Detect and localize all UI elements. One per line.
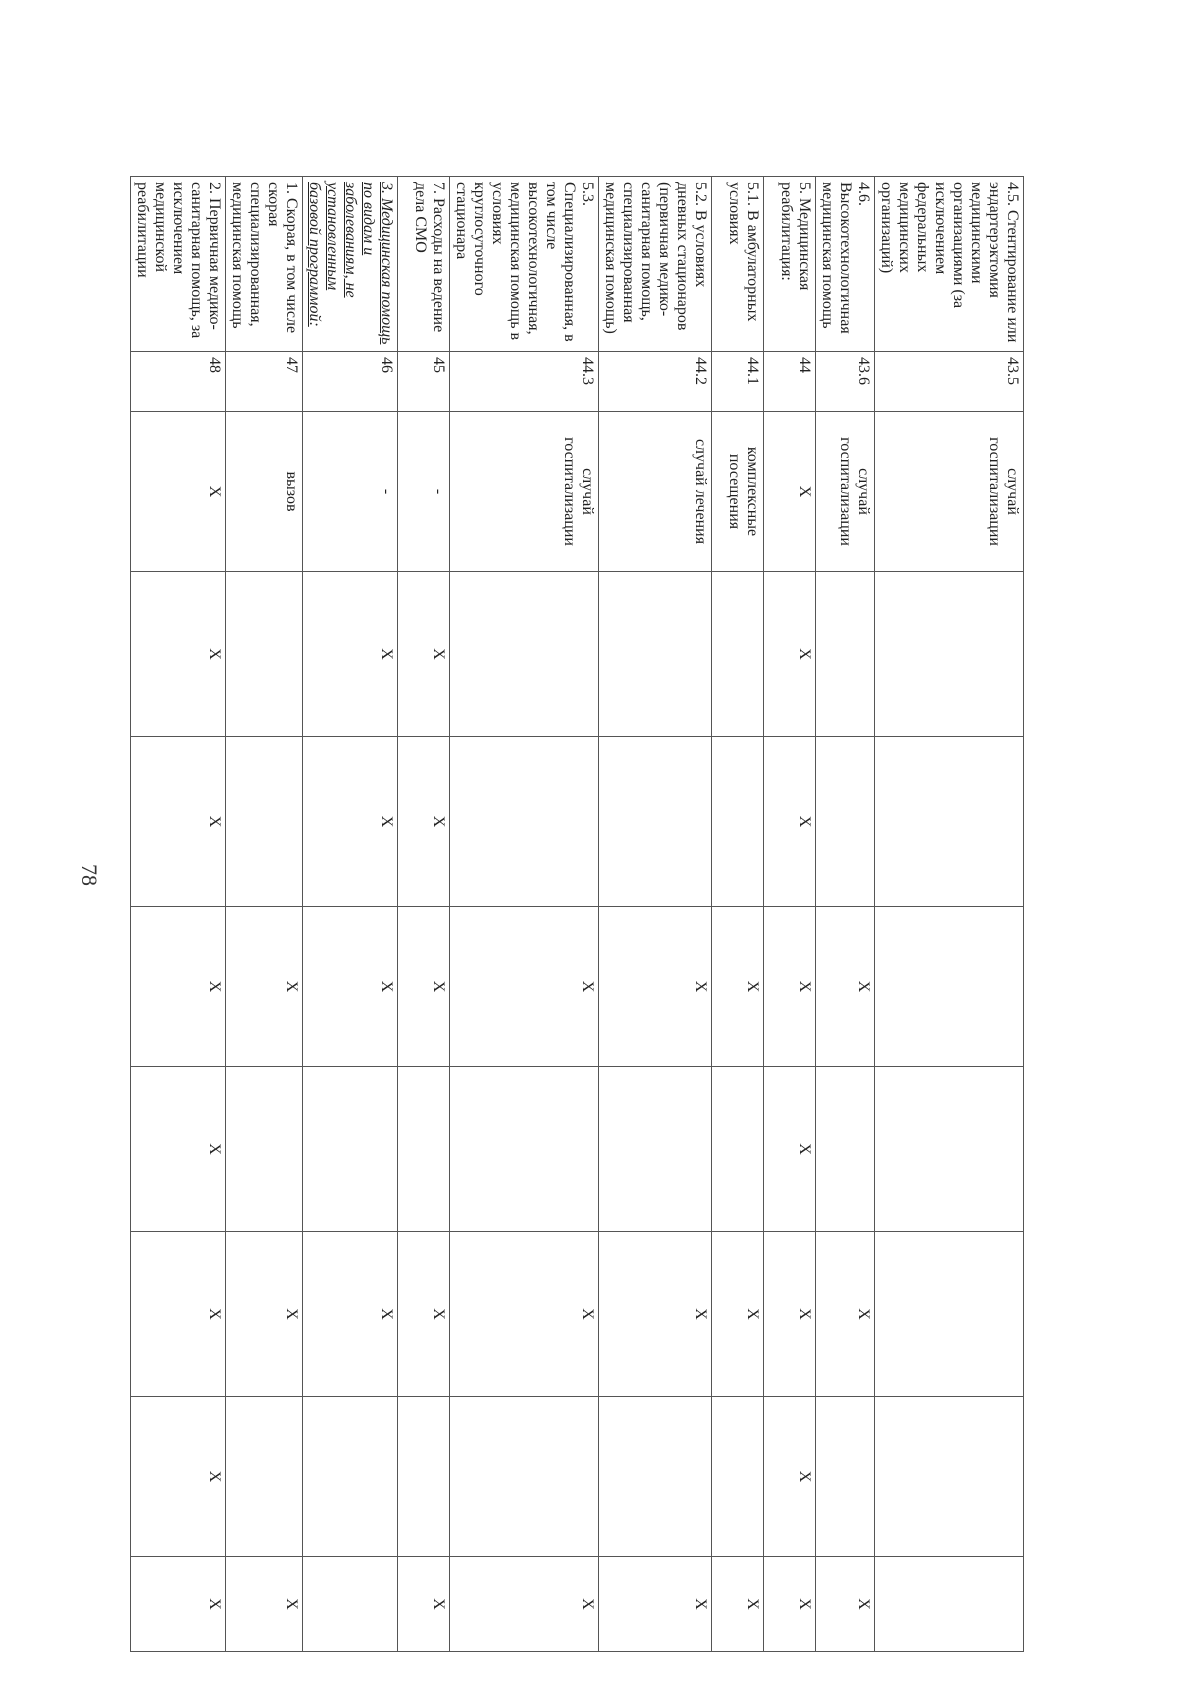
row-name-cell: 7. Расходы на ведение дела СМО — [398, 177, 450, 352]
row-number-cell: 44 — [764, 352, 816, 412]
mark-cell — [450, 1067, 599, 1232]
mark-cell — [226, 737, 303, 907]
mark-cell: Х — [450, 907, 599, 1067]
mark-cell — [450, 1397, 599, 1557]
row-name-cell: 5.2. В условиях дневных стационаров (первичная медико-санитарная помощь, специализированная медицинская помощь) — [599, 177, 712, 352]
table-row — [764, 177, 816, 1652]
table-row — [816, 177, 875, 1652]
row-number-cell: 44.2 — [599, 352, 712, 412]
unit-cell: вызов — [226, 412, 303, 572]
mark-cell — [712, 737, 764, 907]
mark-cell: Х — [599, 1232, 712, 1397]
row-name-cell: 2. Первичная медико-санитарная помощь, за исключением медицинской реабилитации — [131, 177, 226, 352]
mark-cell: Х — [764, 1397, 816, 1557]
row-number-cell: 48 — [131, 352, 226, 412]
unit-cell: случай лечения — [599, 412, 712, 572]
mark-cell — [398, 1397, 450, 1557]
mark-cell — [816, 737, 875, 907]
mark-cell: Х — [816, 1557, 875, 1652]
mark-cell: Х — [131, 1397, 226, 1557]
table-row — [303, 177, 398, 1652]
mark-cell: Х — [764, 1232, 816, 1397]
mark-cell — [226, 1067, 303, 1232]
table-row — [712, 177, 764, 1652]
mark-cell — [875, 1067, 1024, 1232]
mark-cell — [599, 572, 712, 737]
mark-cell: Х — [599, 1557, 712, 1652]
mark-cell: Х — [303, 572, 398, 737]
unit-cell: случай госпитализации — [875, 412, 1024, 572]
table-row — [131, 177, 226, 1652]
row-number-cell: 47 — [226, 352, 303, 412]
row-number-cell: 43.5 — [875, 352, 1024, 412]
row-name-cell: 1. Скорая, в том числе скорая специализированная, медицинская помощь — [226, 177, 303, 352]
unit-cell: случай госпитализации — [450, 412, 599, 572]
mark-cell: Х — [131, 1232, 226, 1397]
mark-cell — [226, 572, 303, 737]
mark-cell — [398, 1067, 450, 1232]
mark-cell: Х — [398, 907, 450, 1067]
mark-cell: Х — [764, 572, 816, 737]
mark-cell: Х — [398, 572, 450, 737]
mark-cell: Х — [131, 1067, 226, 1232]
mark-cell: Х — [131, 737, 226, 907]
row-number-cell: 46 — [303, 352, 398, 412]
mark-cell — [712, 572, 764, 737]
mark-cell: Х — [226, 1232, 303, 1397]
mark-cell: Х — [226, 907, 303, 1067]
mark-cell: Х — [398, 737, 450, 907]
table-row — [398, 177, 450, 1652]
mark-cell — [450, 572, 599, 737]
unit-cell: случай госпитализации — [816, 412, 875, 572]
mark-cell: Х — [764, 907, 816, 1067]
mark-cell: Х — [712, 1557, 764, 1652]
mark-cell — [816, 1397, 875, 1557]
mark-cell: Х — [712, 1232, 764, 1397]
mark-cell: Х — [303, 737, 398, 907]
mark-cell — [599, 1067, 712, 1232]
mark-cell — [303, 1397, 398, 1557]
row-name-cell: 5. Медицинская реабилитация: — [764, 177, 816, 352]
mark-cell — [875, 907, 1024, 1067]
row-number-cell: 45 — [398, 352, 450, 412]
unit-cell: комплексные посещения — [712, 412, 764, 572]
mark-cell: Х — [450, 1232, 599, 1397]
table-row — [599, 177, 712, 1652]
mark-cell: Х — [226, 1557, 303, 1652]
table-row — [450, 177, 599, 1652]
mark-cell: Х — [131, 1557, 226, 1652]
mark-cell: Х — [398, 1557, 450, 1652]
unit-cell: - — [303, 412, 398, 572]
mark-cell: Х — [599, 907, 712, 1067]
row-number-cell: 43.6 — [816, 352, 875, 412]
mark-cell: Х — [303, 1232, 398, 1397]
mark-cell — [599, 737, 712, 907]
row-name-cell: 4.5. Стентирование или эндартерэктомия медицинскими организациями (за исключением федеральных медицинских организаций) — [875, 177, 1024, 352]
mark-cell: Х — [303, 907, 398, 1067]
row-number-cell: 44.1 — [712, 352, 764, 412]
rotated-table-container — [134, 176, 1024, 1651]
mark-cell: Х — [764, 1557, 816, 1652]
table-row — [875, 177, 1024, 1652]
mark-cell: Х — [764, 1067, 816, 1232]
row-name-cell: 4.6. Высокотехнологичная медицинская помощь — [816, 177, 875, 352]
mark-cell: Х — [131, 572, 226, 737]
mark-cell — [816, 1067, 875, 1232]
mark-cell: Х — [398, 1232, 450, 1397]
mark-cell — [303, 1557, 398, 1652]
mark-cell — [875, 1232, 1024, 1397]
mark-cell — [816, 572, 875, 737]
table-row — [226, 177, 303, 1652]
mark-cell: Х — [131, 907, 226, 1067]
row-name-cell: 3. Медицинская помощь по видам и заболеваниям, не установленным базовой программой: — [303, 177, 398, 352]
mark-cell — [599, 1397, 712, 1557]
mark-cell: Х — [816, 1232, 875, 1397]
row-name-cell: 5.1. В амбулаторных условиях — [712, 177, 764, 352]
mark-cell — [226, 1397, 303, 1557]
mark-cell — [875, 737, 1024, 907]
mark-cell — [875, 1397, 1024, 1557]
unit-cell: Х — [131, 412, 226, 572]
mark-cell: Х — [816, 907, 875, 1067]
unit-cell: - — [398, 412, 450, 572]
mark-cell: Х — [450, 1557, 599, 1652]
mark-cell — [712, 1067, 764, 1232]
mark-cell — [875, 1557, 1024, 1652]
mark-cell: Х — [764, 737, 816, 907]
mark-cell — [303, 1067, 398, 1232]
row-name-cell: 5.3. Специализированная, в том числе высокотехнологичная, медицинская помощь в условиях круглосуточного стационара — [450, 177, 599, 352]
page-number: 78 — [77, 864, 102, 886]
mark-cell — [450, 737, 599, 907]
mark-cell — [875, 572, 1024, 737]
row-number-cell: 44.3 — [450, 352, 599, 412]
mark-cell — [712, 1397, 764, 1557]
unit-cell: Х — [764, 412, 816, 572]
mark-cell: Х — [712, 907, 764, 1067]
data-table — [130, 176, 1024, 1652]
